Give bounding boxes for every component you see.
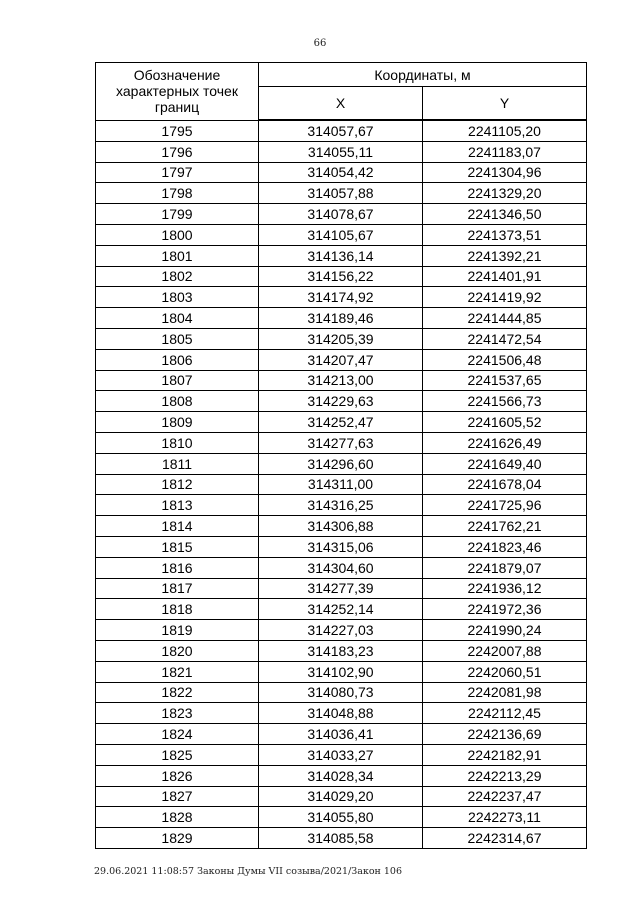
table-row <box>96 266 587 287</box>
y-coordinate-cell: 2242314,67 <box>423 828 587 849</box>
y-coordinate-cell: 2241401,91 <box>423 266 587 287</box>
table-row <box>96 391 587 412</box>
point-id-cell: 1805 <box>96 328 259 349</box>
y-coordinate-cell: 2242060,51 <box>423 661 587 682</box>
table-row <box>96 474 587 495</box>
point-id-cell: 1804 <box>96 308 259 329</box>
x-coordinate-cell: 314057,67 <box>259 120 423 141</box>
y-coordinate-cell: 2241329,20 <box>423 183 587 204</box>
x-coordinate-cell: 314078,67 <box>259 204 423 225</box>
y-coordinate-cell: 2241105,20 <box>423 120 587 141</box>
point-id-cell: 1817 <box>96 578 259 599</box>
y-coordinate-cell: 2241444,85 <box>423 308 587 329</box>
table-body <box>96 120 587 848</box>
x-coordinate-cell: 314252,47 <box>259 412 423 433</box>
table-row <box>96 349 587 370</box>
y-coordinate-cell: 2241472,54 <box>423 328 587 349</box>
x-coordinate-cell: 314055,80 <box>259 807 423 828</box>
point-id-cell: 1828 <box>96 807 259 828</box>
table-row <box>96 703 587 724</box>
point-id-cell: 1822 <box>96 682 259 703</box>
x-coordinate-cell: 314205,39 <box>259 328 423 349</box>
point-id-cell: 1812 <box>96 474 259 495</box>
point-id-cell: 1798 <box>96 183 259 204</box>
table-row <box>96 786 587 807</box>
x-coordinate-cell: 314277,63 <box>259 432 423 453</box>
point-id-cell: 1829 <box>96 828 259 849</box>
point-id-cell: 1825 <box>96 744 259 765</box>
table-row <box>96 141 587 162</box>
y-coordinate-cell: 2242237,47 <box>423 786 587 807</box>
y-coordinate-cell: 2241392,21 <box>423 245 587 266</box>
point-id-cell: 1820 <box>96 640 259 661</box>
point-id-cell: 1806 <box>96 349 259 370</box>
y-coordinate-cell: 2242273,11 <box>423 807 587 828</box>
y-coordinate-cell: 2241972,36 <box>423 599 587 620</box>
x-coordinate-cell: 314306,88 <box>259 516 423 537</box>
table-row <box>96 724 587 745</box>
y-coordinate-cell: 2241678,04 <box>423 474 587 495</box>
x-coordinate-cell: 314311,00 <box>259 474 423 495</box>
point-id-cell: 1799 <box>96 204 259 225</box>
x-coordinate-cell: 314036,41 <box>259 724 423 745</box>
table-row <box>96 453 587 474</box>
table-row <box>96 412 587 433</box>
table-row <box>96 828 587 849</box>
point-id-cell: 1800 <box>96 224 259 245</box>
table-row <box>96 682 587 703</box>
point-id-cell: 1821 <box>96 661 259 682</box>
x-coordinate-cell: 314085,58 <box>259 828 423 849</box>
point-id-cell: 1815 <box>96 536 259 557</box>
x-coordinate-cell: 314033,27 <box>259 744 423 765</box>
point-id-cell: 1803 <box>96 287 259 308</box>
x-coordinate-cell: 314183,23 <box>259 640 423 661</box>
x-coordinate-cell: 314252,14 <box>259 599 423 620</box>
point-id-cell: 1807 <box>96 370 259 391</box>
x-coordinate-cell: 314029,20 <box>259 786 423 807</box>
y-coordinate-cell: 2241419,92 <box>423 287 587 308</box>
y-coordinate-cell: 2242112,45 <box>423 703 587 724</box>
table-row <box>96 370 587 391</box>
header-coordinates: Координаты, м <box>259 63 587 87</box>
x-coordinate-cell: 314105,67 <box>259 224 423 245</box>
header-x: X <box>259 87 423 121</box>
x-coordinate-cell: 314102,90 <box>259 661 423 682</box>
x-coordinate-cell: 314028,34 <box>259 765 423 786</box>
y-coordinate-cell: 2241990,24 <box>423 620 587 641</box>
x-coordinate-cell: 314304,60 <box>259 557 423 578</box>
point-id-cell: 1809 <box>96 412 259 433</box>
coordinates-table <box>95 62 587 849</box>
table-row <box>96 557 587 578</box>
table-row <box>96 432 587 453</box>
y-coordinate-cell: 2241183,07 <box>423 141 587 162</box>
x-coordinate-cell: 314213,00 <box>259 370 423 391</box>
table-row <box>96 204 587 225</box>
header-y: Y <box>423 87 587 121</box>
table-row <box>96 328 587 349</box>
table-row <box>96 536 587 557</box>
y-coordinate-cell: 2241605,52 <box>423 412 587 433</box>
table-row <box>96 620 587 641</box>
point-id-cell: 1827 <box>96 786 259 807</box>
point-id-cell: 1824 <box>96 724 259 745</box>
table-row <box>96 744 587 765</box>
table-row <box>96 599 587 620</box>
x-coordinate-cell: 314080,73 <box>259 682 423 703</box>
point-id-cell: 1802 <box>96 266 259 287</box>
point-id-cell: 1808 <box>96 391 259 412</box>
x-coordinate-cell: 314315,06 <box>259 536 423 557</box>
point-id-cell: 1816 <box>96 557 259 578</box>
page-number: 66 <box>313 38 327 49</box>
point-id-cell: 1801 <box>96 245 259 266</box>
y-coordinate-cell: 2241649,40 <box>423 453 587 474</box>
x-coordinate-cell: 314156,22 <box>259 266 423 287</box>
x-coordinate-cell: 314174,92 <box>259 287 423 308</box>
header-designation: Обозначение характерных точек границ <box>96 63 259 121</box>
table-row <box>96 640 587 661</box>
x-coordinate-cell: 314316,25 <box>259 495 423 516</box>
footer-stamp: 29.06.2021 11:08:57 Законы Думы VII созыва/2021/Закон 106 <box>94 866 403 877</box>
table-row <box>96 495 587 516</box>
table-row <box>96 224 587 245</box>
point-id-cell: 1795 <box>96 120 259 141</box>
table-row <box>96 287 587 308</box>
y-coordinate-cell: 2241537,65 <box>423 370 587 391</box>
y-coordinate-cell: 2241725,96 <box>423 495 587 516</box>
table-header <box>96 63 587 121</box>
y-coordinate-cell: 2242182,91 <box>423 744 587 765</box>
x-coordinate-cell: 314136,14 <box>259 245 423 266</box>
x-coordinate-cell: 314057,88 <box>259 183 423 204</box>
point-id-cell: 1823 <box>96 703 259 724</box>
table-row <box>96 162 587 183</box>
x-coordinate-cell: 314054,42 <box>259 162 423 183</box>
x-coordinate-cell: 314229,63 <box>259 391 423 412</box>
point-id-cell: 1810 <box>96 432 259 453</box>
x-coordinate-cell: 314227,03 <box>259 620 423 641</box>
y-coordinate-cell: 2242007,88 <box>423 640 587 661</box>
x-coordinate-cell: 314048,88 <box>259 703 423 724</box>
table-row <box>96 120 587 141</box>
x-coordinate-cell: 314277,39 <box>259 578 423 599</box>
table-row <box>96 516 587 537</box>
table-row <box>96 807 587 828</box>
y-coordinate-cell: 2241304,96 <box>423 162 587 183</box>
y-coordinate-cell: 2241879,07 <box>423 557 587 578</box>
x-coordinate-cell: 314055,11 <box>259 141 423 162</box>
x-coordinate-cell: 314189,46 <box>259 308 423 329</box>
y-coordinate-cell: 2241762,21 <box>423 516 587 537</box>
table-row <box>96 661 587 682</box>
x-coordinate-cell: 314296,60 <box>259 453 423 474</box>
y-coordinate-cell: 2241936,12 <box>423 578 587 599</box>
y-coordinate-cell: 2242136,69 <box>423 724 587 745</box>
point-id-cell: 1811 <box>96 453 259 474</box>
y-coordinate-cell: 2241506,48 <box>423 349 587 370</box>
table-row <box>96 245 587 266</box>
table-row <box>96 765 587 786</box>
y-coordinate-cell: 2242213,29 <box>423 765 587 786</box>
table-row <box>96 308 587 329</box>
point-id-cell: 1813 <box>96 495 259 516</box>
y-coordinate-cell: 2241626,49 <box>423 432 587 453</box>
point-id-cell: 1819 <box>96 620 259 641</box>
y-coordinate-cell: 2241346,50 <box>423 204 587 225</box>
y-coordinate-cell: 2241566,73 <box>423 391 587 412</box>
point-id-cell: 1797 <box>96 162 259 183</box>
table-row <box>96 578 587 599</box>
point-id-cell: 1814 <box>96 516 259 537</box>
y-coordinate-cell: 2241373,51 <box>423 224 587 245</box>
y-coordinate-cell: 2241823,46 <box>423 536 587 557</box>
point-id-cell: 1826 <box>96 765 259 786</box>
y-coordinate-cell: 2242081,98 <box>423 682 587 703</box>
point-id-cell: 1796 <box>96 141 259 162</box>
point-id-cell: 1818 <box>96 599 259 620</box>
x-coordinate-cell: 314207,47 <box>259 349 423 370</box>
table-row <box>96 183 587 204</box>
